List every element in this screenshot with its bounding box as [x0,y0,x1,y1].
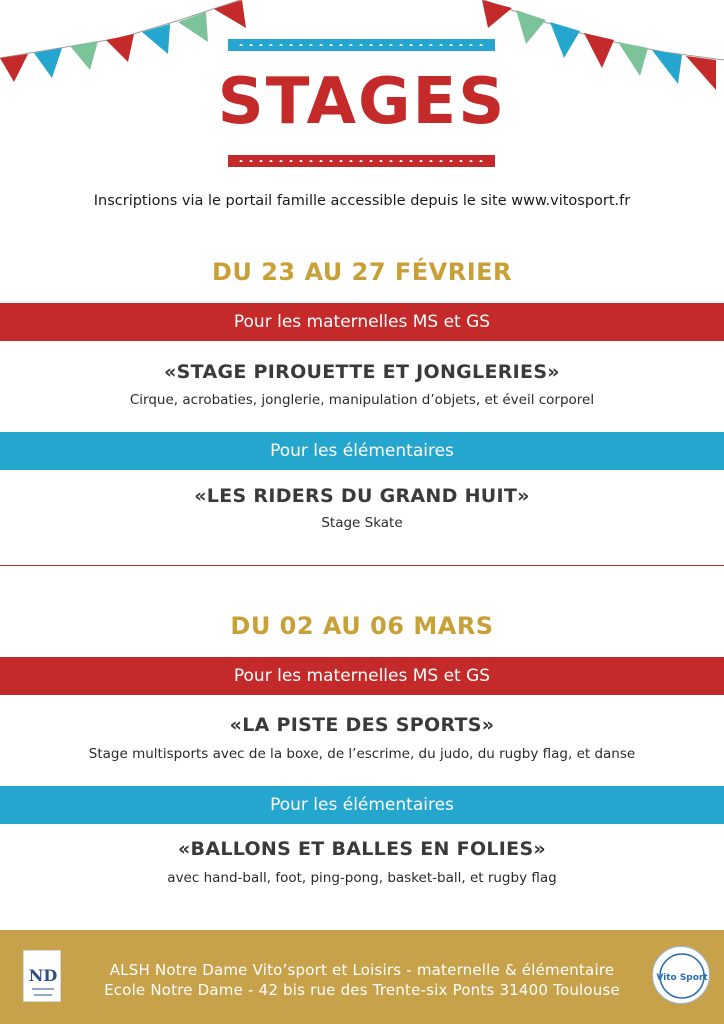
stage-description: Stage multisports avec de la boxe, de l’escrime, du judo, du rugby flag, et danse [88,746,636,762]
page-title: STAGES [217,65,507,139]
flag [142,24,170,54]
title-bar-bottom [228,155,495,167]
svg-text:ND: ND [28,966,58,985]
svg-text:Vito Sport: Vito Sport [656,973,708,983]
stage-description: avec hand-ball, foot, ping-pong, basket-ball, et rugby flag [167,870,557,886]
flag [214,0,246,28]
footer-line-1: ALSH Notre Dame Vito’sport et Loisirs - maternelle & élémentaire [109,961,615,979]
footer [0,930,724,1024]
period-date: DU 23 AU 27 FÉVRIER [211,258,513,286]
group-band-maternelles: Pour les maternelles MS et GS [0,303,724,341]
registration-info: Inscriptions via le portail famille accessible depuis le site www.vitosport.fr [93,193,631,209]
group-band-elementaires: Pour les élémentaires [0,432,724,470]
section-divider [0,565,724,566]
footer-line-2: Ecole Notre Dame - 42 bis rue des Trente-six Ponts 31400 Toulouse [104,981,620,999]
vitosport-logo [652,946,710,1004]
stage-title: «LA PISTE DES SPORTS» [229,714,495,736]
period-date: DU 02 AU 06 MARS [230,612,494,640]
stage-description: Cirque, acrobaties, jonglerie, manipulation d’objets, et éveil corporel [129,392,595,408]
stage-title: «BALLONS ET BALLES EN FOLIES» [177,838,547,860]
stage-title: «LES RIDERS DU GRAND HUIT» [194,485,530,507]
stage-title: «STAGE PIROUETTE ET JONGLERIES» [164,361,560,383]
group-band-maternelles: Pour les maternelles MS et GS [0,657,724,695]
stage-description: Stage Skate [321,515,403,531]
flag [178,12,208,42]
notre-dame-logo [23,950,61,1002]
flag [516,10,546,44]
flag [482,0,512,28]
title-bar-top [228,39,495,51]
group-band-elementaires: Pour les élémentaires [0,786,724,824]
